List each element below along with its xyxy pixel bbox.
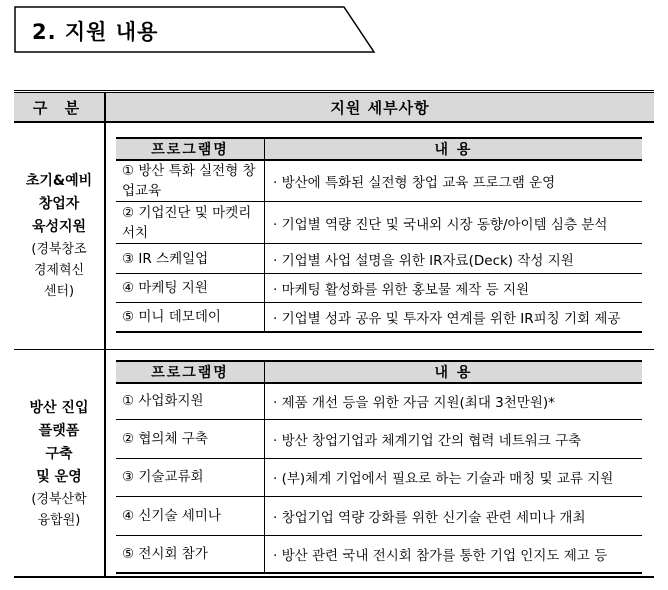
category-org-line: (경북산학 xyxy=(31,491,87,507)
program-name: ② 협의체 구축 xyxy=(116,419,265,458)
category-title-line: 초기&예비 xyxy=(25,173,93,189)
program-table-header xyxy=(116,361,642,383)
support-table xyxy=(14,90,654,578)
category-cell xyxy=(14,350,104,577)
content-header: 내 용 xyxy=(265,361,643,383)
category-title-line: 육성지원 xyxy=(31,219,87,235)
category-title-line: 창업자 xyxy=(38,196,80,212)
program-content: · (부)체계 기업에서 필요로 하는 기술과 매칭 및 교류 지원 xyxy=(265,458,643,496)
program-content: · 창업기업 역량 강화를 위한 신기술 관련 세미나 개최 xyxy=(265,496,643,535)
program-content: · 방산에 특화된 실전형 창업 교육 프로그램 운영 xyxy=(265,160,643,202)
section-title-box xyxy=(14,6,376,56)
table-row xyxy=(116,419,642,458)
program-name: ④ 마케팅 지원 xyxy=(116,274,265,303)
category-title-line: 방산 진입 xyxy=(29,399,89,416)
program-name: ② 기업진단 및 마켓리서치 xyxy=(116,202,265,244)
table-row xyxy=(116,244,642,274)
program-content: · 기업별 역량 진단 및 국내외 시장 동향/아이템 심층 분석 xyxy=(265,202,643,244)
program-name: ① 방산 특화 실전형 창업교육 xyxy=(116,160,265,202)
program-name: ⑤ 미니 데모데이 xyxy=(116,303,265,332)
category-org-line: (경북창조 xyxy=(31,242,87,257)
program-content: · 기업별 사업 설명을 위한 IR자료(Deck) 작성 지원 xyxy=(265,244,643,274)
category-title-line: 플랫폼 xyxy=(38,422,80,439)
program-header: 프로그램명 xyxy=(116,361,265,383)
program-table-header xyxy=(116,138,642,160)
category-title-line: 구축 xyxy=(45,445,73,462)
category-org-line: 융합원) xyxy=(37,512,81,528)
program-content: · 기업별 성과 공유 및 투자자 연계를 위한 IR피칭 기회 제공 xyxy=(265,303,643,332)
program-table xyxy=(116,137,642,333)
table-row xyxy=(116,160,642,202)
program-content: · 마케팅 활성화를 위한 홍보물 제작 등 지원 xyxy=(265,274,643,303)
table-row xyxy=(116,535,642,573)
table-row xyxy=(116,202,642,244)
program-name: ③ 기술교류회 xyxy=(116,458,265,496)
section-defense-platform xyxy=(14,350,654,577)
category-cell xyxy=(14,123,104,349)
table-row xyxy=(116,274,642,303)
content-header: 내 용 xyxy=(265,138,643,160)
table-header xyxy=(14,93,654,123)
program-content: · 방산 관련 국내 전시회 참가를 통한 기업 인지도 제고 등 xyxy=(265,535,643,573)
program-name: ⑤ 전시회 참가 xyxy=(116,535,265,573)
table-row xyxy=(116,303,642,332)
program-content: · 제품 개선 등을 위한 자금 지원(최대 3천만원)* xyxy=(265,383,643,419)
table-row xyxy=(116,458,642,496)
header-details: 지원 세부사항 xyxy=(330,98,430,117)
program-content: · 방산 창업기업과 체계기업 간의 협력 네트워크 구축 xyxy=(265,419,643,458)
program-header: 프로그램명 xyxy=(116,138,265,160)
category-org-line: 경제혁신 xyxy=(33,263,85,278)
category-title-line: 및 운영 xyxy=(36,468,82,485)
section-title: 2. 지원 내용 xyxy=(32,20,159,44)
program-name: ① 사업화지원 xyxy=(116,383,265,419)
program-name: ④ 신기술 세미나 xyxy=(116,496,265,535)
table-row xyxy=(116,496,642,535)
table-row xyxy=(116,383,642,419)
program-name: ③ IR 스케일업 xyxy=(116,244,265,274)
category-org-line: 센터) xyxy=(43,284,75,299)
program-table xyxy=(116,360,642,574)
section-startup-support xyxy=(14,123,654,350)
header-category: 구 분 xyxy=(32,98,86,117)
